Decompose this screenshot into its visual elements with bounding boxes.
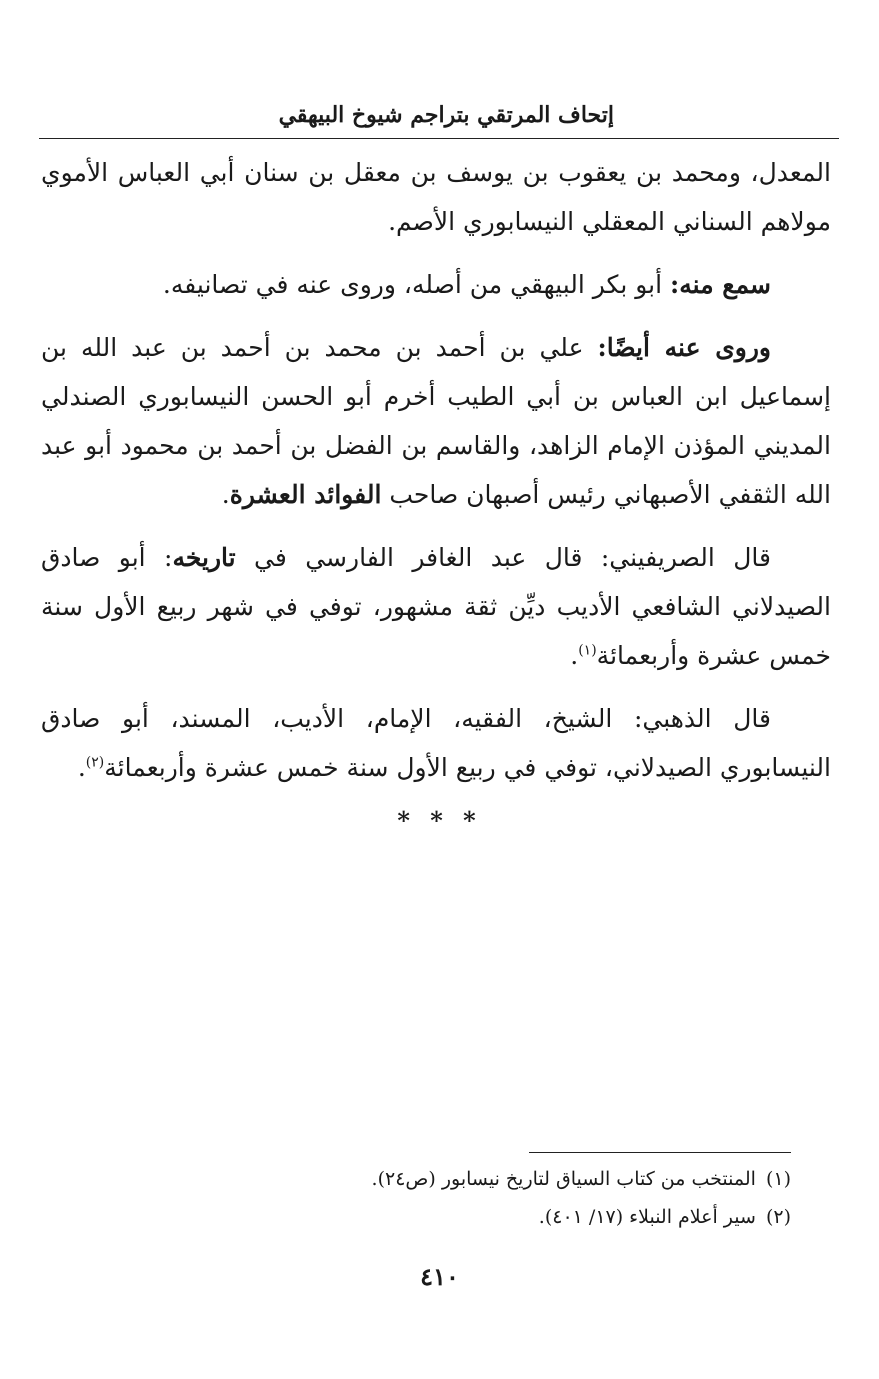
footnote-divider [529, 1152, 791, 1153]
running-header [39, 98, 839, 139]
paragraph-3-lead: وروى عنه أيضًا: [597, 333, 771, 362]
paragraph-2-lead: سمع منه: [670, 270, 771, 299]
paragraph-3-text: علي بن أحمد بن محمد بن أحمد بن عبد الله بن إسماعيل ابن العباس بن أبي الطيب أخرم أبو الحسن النيسابوري الصندلي المديني المؤذن الإمام الزاهد، والقاسم بن الفضل بن أحمد بن محمود أبو عبد الله الثقفي الأصبهاني رئيس أصبهان صاحب [41, 333, 831, 509]
paragraph-1: المعدل، ومحمد بن يعقوب بن يوسف بن معقل بن سنان أبي العباس الأموي مولاهم السناني المعقلي النيسابوري الأصم. [41, 158, 831, 236]
paragraph-4 [41, 533, 831, 680]
book-title-tarikh: تاريخه [172, 543, 236, 572]
footnote-ref-1[interactable]: (١) [578, 642, 597, 659]
paragraph-2 [41, 260, 831, 309]
paragraph-5-end: . [77, 753, 86, 782]
paragraph-3 [41, 323, 831, 519]
footnote-1 [71, 1160, 791, 1198]
footnote-2-text: سير أعلام النبلاء (١٧/ ٤٠١). [538, 1206, 756, 1228]
paragraph-4-end: . [570, 641, 579, 670]
book-title-fawaid: الفوائد العشرة [229, 480, 382, 509]
running-title: إتحاف المرتقي بتراجم شيوخ البيهقي [278, 102, 614, 128]
footnote-1-text: المنتخب من كتاب السياق لتاريخ نيسابور (ص٢٤). [371, 1168, 756, 1190]
footnote-2 [71, 1198, 791, 1236]
paragraph-4-part-a: قال الصريفيني: قال عبد الغافر الفارسي في [235, 543, 771, 572]
footnotes [71, 1160, 791, 1236]
footnote-2-number: (٢) [765, 1206, 791, 1228]
paragraph-3-end: . [221, 480, 230, 509]
footnote-1-number: (١) [765, 1168, 791, 1190]
page-number: ٤١٠ [420, 1262, 459, 1291]
paragraph-4-part-b: : أبو صادق الصيدلاني الشافعي الأديب ديِّن ثقة مشهور، توفي في شهر ربيع الأول سنة خمس عشرة وأربعمائة [41, 543, 831, 670]
section-separator: * * * [397, 806, 482, 835]
paragraph-5 [41, 694, 831, 792]
paragraph-5-text: قال الذهبي: الشيخ، الفقيه، الإمام، الأديب، المسند، أبو صادق النيسابوري الصيدلاني، توفي في ربيع الأول سنة خمس عشرة وأربعمائة [41, 704, 831, 782]
footnote-ref-2[interactable]: (٢) [85, 754, 105, 771]
main-text [41, 148, 831, 806]
paragraph-2-text: أبو بكر البيهقي من أصله، وروى عنه في تصانيفه. [162, 270, 671, 299]
